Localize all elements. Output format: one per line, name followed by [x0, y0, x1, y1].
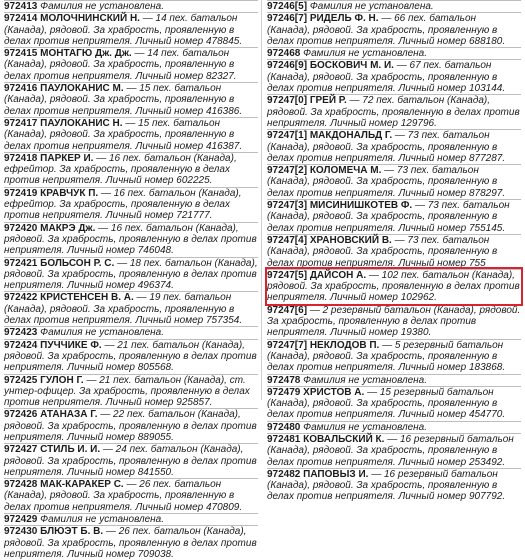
record-number: 972420	[4, 222, 38, 234]
record-text: Фамилия не установлена.	[303, 374, 428, 386]
record-text: Фамилия не установлена.	[40, 514, 165, 526]
column-divider	[261, 0, 262, 400]
record-text: — 102 пех. батальон (Канада), рядовой. За храбрость, проявленную в делах против неприятеля. Личный номер 102962.	[267, 269, 520, 304]
record-entry	[267, 468, 521, 503]
record-entry	[267, 12, 521, 47]
record-number: 972478	[267, 374, 301, 386]
record-number: 972429	[4, 514, 38, 526]
record-text: — 73 пех. батальон (Канада), рядовой. За храбрость, проявленную в делах против неприятеля. Личный номер 877287.	[267, 130, 506, 164]
record-entry	[267, 421, 521, 433]
record-number: 972428	[4, 479, 38, 491]
person-name: МОЛОЧНИНСКИЙ Н.	[40, 13, 140, 25]
record-entry	[267, 164, 521, 199]
record-entry	[267, 59, 521, 94]
record-number: 972422	[4, 292, 38, 304]
record-text: — 16 пех. батальон (Канада), ефрейтор. За храбрость, проявленную в делах против неприятеля. Личный номер 602225.	[4, 152, 237, 187]
record-number: 972415	[4, 48, 38, 60]
record-text: — 14 пех. батальон (Канада), рядовой. За храбрость, проявленную в делах против неприятеля. Личный номер 478845.	[4, 13, 243, 47]
record-text: — 16 пех. батальон (Канада), ефрейтор. За храбрость, проявленную в делах против неприятеля. Личный номер 721777.	[4, 187, 242, 222]
person-name: КРИСТЕНСЕН В. А.	[40, 292, 134, 304]
person-name: БОЛЬСОН Р. С.	[40, 257, 115, 269]
record-number: 97247[3]	[267, 200, 308, 212]
person-name: ХРИСТОВ А.	[303, 386, 365, 398]
record-entry	[267, 339, 521, 374]
person-name: АТАНАЗА Г.	[40, 409, 98, 421]
person-name: КРАВЧУК П.	[40, 187, 99, 199]
record-entry	[4, 326, 258, 338]
person-name: ПУЧЧИКЕ Ф.	[40, 339, 102, 351]
record-entry	[4, 513, 258, 525]
record-text: Фамилия не установлена.	[303, 421, 428, 433]
highlighted-entry	[267, 269, 521, 304]
record-entry	[4, 339, 258, 374]
record-text: — 16 резервный батальон (Канада), рядовой. За храбрость, проявленную в делах против неприятеля. Личный номер 253492.	[267, 433, 514, 468]
record-text: — 72 пех. батальон (Канада), рядовой. За храбрость, проявленную в делах против неприятеля. Личный номер 129796.	[267, 95, 520, 129]
record-entry	[4, 222, 258, 257]
record-number: 972419	[4, 187, 38, 199]
record-entry	[4, 117, 258, 152]
record-entry	[4, 12, 258, 47]
record-number: 97247[1]	[267, 130, 308, 142]
record-entry	[4, 478, 258, 513]
record-entry	[4, 408, 258, 443]
record-text: Фамилия не установлена.	[309, 1, 434, 12]
record-text: — 16 резервный батальон (Канада), рядовой. За храбрость, проявленную в делах против неприятеля. Личный номер 907792.	[267, 468, 506, 503]
record-number: 972414	[4, 13, 38, 25]
person-name: ГУЛОН Г.	[40, 374, 84, 386]
record-text: — 26 пех. батальон (Канада), рядовой. За храбрость, проявленную в делах против неприятеля. Личный номер 470809.	[4, 479, 243, 513]
left-column	[4, 0, 258, 560]
record-number: 97247[5]	[267, 269, 308, 281]
record-number: 972416	[4, 83, 38, 95]
record-text: — 2 резервный батальон (Канада), рядовой. За храбрость, проявленную в делах против неприятеля. Личный номер 19380.	[267, 304, 521, 339]
record-text: — 67 пех. батальон (Канада), рядовой. За храбрость, проявленную в делах против неприятеля. Личный номер 103144.	[267, 60, 506, 95]
record-number: 972427	[4, 444, 38, 456]
record-number: 97246[5]	[267, 1, 308, 12]
record-text: — 15 пех. батальон (Канада), рядовой. За храбрость, проявленную в делах против неприятеля. Личный номер 416386.	[4, 83, 243, 117]
record-entry	[267, 304, 521, 339]
record-entry	[267, 386, 521, 421]
person-name: ПАУЛОКАНИС Н.	[40, 117, 123, 129]
record-entry	[267, 433, 521, 468]
record-entry	[4, 443, 258, 478]
record-number: 972413	[4, 1, 38, 12]
person-name: СТИЛЬ И. И.	[40, 444, 101, 456]
person-name: ХРАНОВСКИЙ В.	[309, 234, 392, 246]
record-text: — 26 пех. батальон (Канада), рядовой. За храбрость, проявленную в делах против неприятеля. Личный номер 709038.	[4, 526, 257, 560]
person-name: МАКДОНАЛЬД Г.	[309, 130, 393, 142]
record-entry	[267, 94, 521, 129]
record-number: 972430	[4, 526, 38, 538]
record-text: — 21 пех. батальон (Канада), ст. унтер-офицер. За храбрость, проявленную в делах против неприятеля. Личный номер 925857.	[4, 374, 250, 409]
person-name: ДАЙСОН А.	[309, 269, 367, 281]
record-number: 97247[2]	[267, 165, 308, 177]
record-text: — 16 пех. батальон (Канада), рядовой. За храбрость, проявленную в делах против неприятеля. Личный номер 746048.	[4, 222, 257, 257]
record-entry	[4, 525, 258, 560]
person-name: МИСИНИШКОТЕВ Ф.	[309, 200, 413, 212]
record-number: 972423	[4, 327, 38, 339]
person-name: ПАУЛОКАНИС М.	[40, 83, 124, 95]
record-number: 97246[7]	[267, 13, 308, 25]
record-entry	[267, 374, 521, 386]
record-number: 972481	[267, 433, 301, 445]
right-column	[267, 0, 521, 503]
record-text: — 73 пех. батальон (Канада), рядовой. За храбрость, проявленную в делах против неприятеля. Личный номер 878297.	[267, 165, 506, 199]
person-name: МАК-КАРАКЕР С.	[40, 479, 124, 491]
record-entry	[267, 129, 521, 164]
record-number: 972480	[267, 421, 301, 433]
person-name: КОВАЛЬСКИЙ К.	[303, 433, 385, 445]
record-number: 97247[0]	[267, 95, 308, 107]
record-text: Фамилия не установлена.	[40, 1, 165, 12]
record-entry	[267, 234, 521, 269]
record-number: 972426	[4, 409, 38, 421]
record-number: 97246[9]	[267, 60, 308, 72]
record-entry	[267, 47, 521, 59]
record-number: 972417	[4, 117, 38, 129]
record-entry	[4, 374, 258, 409]
record-text: Фамилия не установлена.	[303, 48, 428, 60]
record-text: Фамилия не установлена.	[40, 327, 165, 339]
person-name: РИДЕЛЬ Ф. Н.	[309, 13, 379, 25]
record-entry	[4, 187, 258, 222]
person-name: КОЛОМЕЧА М.	[309, 165, 382, 177]
person-name: МОНТАГЮ Дж. Дж.	[40, 48, 132, 60]
record-text: — 18 пех. батальон (Канада), рядовой. За храбрость, проявленную в делах против неприятеля. Личный номер 496374.	[4, 257, 258, 292]
record-entry	[4, 257, 258, 292]
record-text: — 21 пех. батальон (Канада), рядовой. За храбрость, проявленную в делах против неприятеля. Личный номер 805568.	[4, 339, 257, 374]
record-number: 972482	[267, 468, 301, 480]
record-text: — 24 пех. батальон (Канада), рядовой. За храбрость, проявленную в делах против неприятеля. Личный номер 841550.	[4, 444, 257, 478]
record-text: — 22 пех. батальон (Канада), рядовой. За храбрость, проявленную в делах против неприятеля. Личный номер 889055.	[4, 409, 257, 443]
record-entry	[4, 291, 258, 326]
record-entry	[4, 152, 258, 187]
record-entry	[4, 0, 258, 12]
person-name: БЛЮЭТ Б. В.	[40, 526, 104, 538]
record-number: 972479	[267, 386, 301, 398]
record-text: — 19 пех. батальон (Канада), рядовой. За храбрость, проявленную в делах против неприятеля. Личный номер 757354.	[4, 292, 243, 327]
record-text: — 73 пех. батальон (Канада), рядовой. За храбрость, проявленную в делах против неприятеля. Личный номер 755145.	[267, 200, 510, 234]
record-number: 97247[7]	[267, 339, 308, 351]
record-text: — 5 резервный батальон (Канада), рядовой. За храбрость, проявленную в делах против неприятеля. Личный номер 183868.	[267, 339, 506, 374]
record-number: 972468	[267, 48, 301, 60]
record-number: 972421	[4, 257, 38, 269]
person-name: ПАПОВЫЗ И.	[303, 468, 369, 480]
record-entry	[4, 82, 258, 117]
record-entry	[267, 0, 521, 12]
person-name: МАКРЭ Дж.	[40, 222, 96, 234]
person-name: НЕКЛОДОВ П.	[309, 339, 380, 351]
record-entry	[4, 47, 258, 82]
record-text: — 15 пех. батальон (Канада), рядовой. За храбрость, проявленную в делах против неприятеля. Личный номер 416387.	[4, 117, 243, 152]
record-text: — 14 пех. батальон (Канада), рядовой. За храбрость, проявленную в делах против неприятеля. Личный номер 82327.	[4, 48, 237, 82]
person-name: ГРЕЙ Р.	[309, 95, 347, 107]
record-number: 972424	[4, 339, 38, 351]
record-number: 972418	[4, 152, 38, 164]
record-text: — 73 пех. батальон (Канада), рядовой. За храбрость, проявленную в делах против неприятеля. Личный номер 755	[267, 234, 498, 269]
record-number: 972425	[4, 374, 38, 386]
record-text: — 66 пех. батальон (Канада), рядовой. За храбрость, проявленную в делах против неприятеля. Личный номер 688180.	[267, 13, 506, 47]
record-number: 97247[6]	[267, 304, 308, 316]
record-text: — 15 резервный батальон (Канада), рядовой. За храбрость, проявленную в делах против неприятеля. Личный номер 454770.	[267, 386, 506, 421]
record-entry	[267, 199, 521, 234]
person-name: ПАРКЕР И.	[40, 152, 94, 164]
record-number: 97247[4]	[267, 234, 308, 246]
person-name: БОСКОВИЧ М. И.	[309, 60, 394, 72]
